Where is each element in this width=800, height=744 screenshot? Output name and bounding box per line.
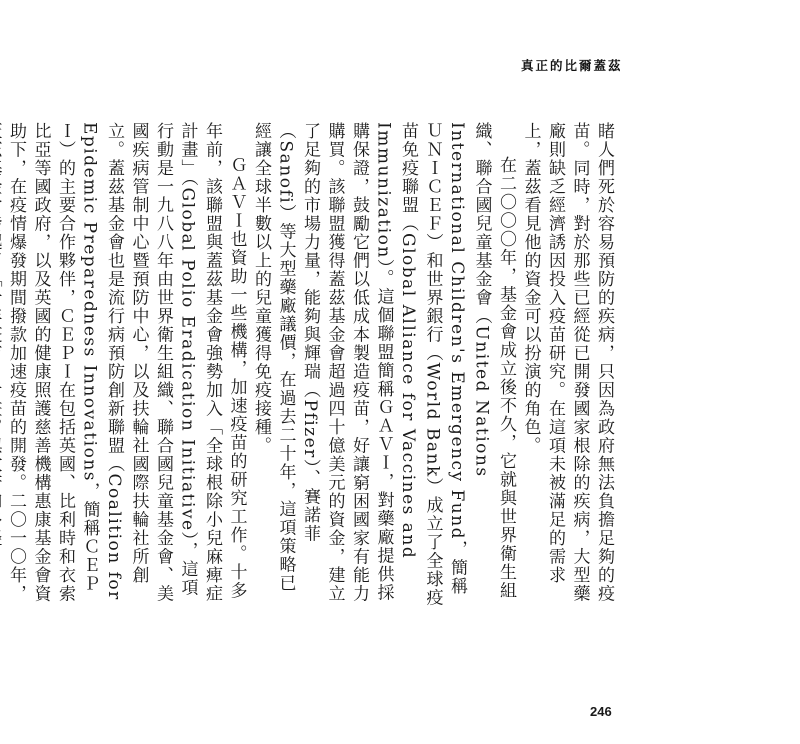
page-number: 246: [590, 704, 612, 719]
paragraph: ＧＡＶＩ也資助一些機構，加速疫苗的研究工作。十多年前，該聯盟與蓋茲基金會強勢加入「全球根除小兒麻痺症計畫」（Global Polio Eradication Initiative），這項行動是一九八八年由世界衛生組織、聯合國兒童基金會、美國疾病管制中心暨預防中心，以及扶輪社國際扶輪社所創立。蓋茲基金會也是流行病預防創新聯盟（Coalition for Epidemic Preparedness Innovations，簡稱ＣＥＰＩ）的主要合作夥伴，ＣＥＰＩ在包括英國、比利時和衣索比亞等國政府，以及英國的健康照護慈善機構惠康基金會資助下，在疫情爆發期間撥款加速疫苗的開發。二〇一〇年，: [6, 122, 247, 603]
running-head: 真正的比爾蓋茲: [521, 58, 623, 73]
paragraph: 睹人們死於容易預防的疾病，只因為政府無法負擔足夠的疫苗。同時，對於那些已經從已開發國家根除的疾病，大型藥廠則缺乏經濟誘因投入疫苗研究。在這項未被滿足的需求上，蓋茲看見他的資金可以扮演的角色。: [520, 122, 614, 603]
body-text: [6, 122, 616, 610]
paragraph: 在二〇〇〇年，基金會成立後不久，它就與世界衛生組織、聯合國兒童基金會（United Nations International Children's Emergency Fund，簡稱ＵＮＩＣＥＦ）和世界銀行（World Bank）成立了全球疫苗免疫聯盟（Global Alliance for Vaccines and Immunization）。這個聯盟簡稱ＧＡＶＩ，對藥廠提供採購保證，鼓勵它們以低成本製造疫苗，好讓窮困國家有能力購買。該聯盟獲得蓋茲基金會超過四十億美元的資金，建立了足夠的市場力量，能夠與輝瑞（Pfizer）、賽諾菲（Sanofi）等大型藥廠議價，在過去二十年，這項策略已經讓全球半數以上的兒童獲得免疫接種。: [251, 122, 516, 608]
